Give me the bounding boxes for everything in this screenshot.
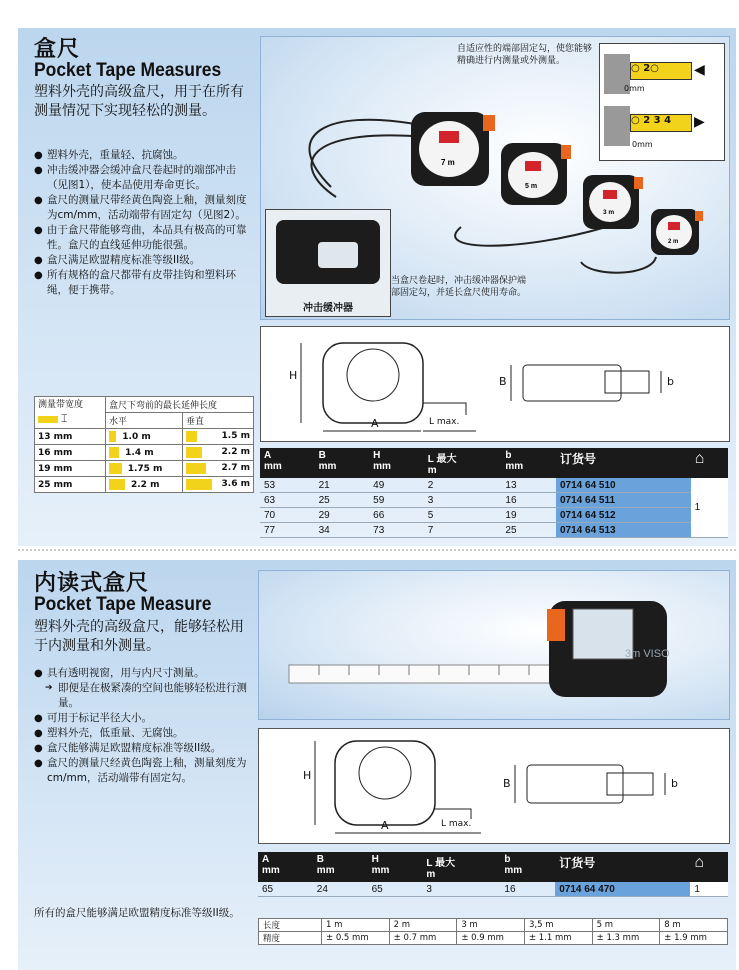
ext-vertical-value: 2.2 m xyxy=(221,447,250,457)
ext-width: 13 mm xyxy=(38,431,73,442)
package-icon: ⌂ xyxy=(694,450,705,467)
ext-width-cell xyxy=(35,461,106,477)
feature-item: ● 塑料外壳，重量轻、抗腐蚀。 xyxy=(34,148,248,163)
column-header-unit: m xyxy=(426,869,436,880)
table-cell: 73 xyxy=(369,523,424,538)
ext-horizontal-cell xyxy=(106,461,183,477)
ext-vertical-bar xyxy=(186,431,197,442)
acc-tolerance: ± 0.9 mm xyxy=(457,932,525,945)
tape-label-7m: 7 m xyxy=(441,158,455,167)
arrow-left-icon: ◀ xyxy=(694,62,705,78)
pack-header xyxy=(690,852,728,882)
order-number[interactable]: 0714 64 470 xyxy=(555,882,690,897)
table-cell: 5 xyxy=(424,508,502,523)
column-header xyxy=(424,448,502,478)
pack-quantity: 1 xyxy=(690,882,728,897)
order-number[interactable]: 0714 64 513 xyxy=(556,523,691,538)
table-row xyxy=(260,478,728,493)
column-header-label: A xyxy=(264,450,272,461)
ext-vertical-value: 3.6 m xyxy=(221,479,250,489)
ext-horizontal-value: 1.0 m xyxy=(122,432,151,442)
column-header xyxy=(315,448,370,478)
ext-horizontal-bar xyxy=(109,431,116,442)
column-header-unit: mm xyxy=(371,865,390,876)
viso-label: 3m VISO xyxy=(625,648,670,660)
ext-vertical-cell xyxy=(183,429,254,445)
acc-length: 1 m xyxy=(322,919,390,932)
table-cell: 2 xyxy=(424,478,502,493)
column-header xyxy=(369,448,424,478)
table-row xyxy=(258,882,728,897)
ext-row xyxy=(35,429,254,445)
feature-item: ● 盒尺的测量尺经黄色陶瓷上釉，测量刻度为cm/mm，活动端带有固定勾。 xyxy=(34,756,248,786)
ext-width: 19 mm xyxy=(38,463,73,474)
tape-label-2m: 2 m xyxy=(668,239,679,245)
ext-vertical-cell xyxy=(183,477,254,493)
ext-width-cell xyxy=(35,477,106,493)
acc-length-label: 长度 xyxy=(259,919,322,932)
dim2-label-a: A xyxy=(381,819,389,832)
column-header-label: H xyxy=(373,450,381,461)
column-header-label: 订货号 xyxy=(559,856,596,870)
dim-label-h: H xyxy=(289,369,298,382)
dim2-label-lmax: L max. xyxy=(441,819,472,829)
ext-horizontal-cell xyxy=(106,477,183,493)
ext-vertical-bar xyxy=(186,447,202,458)
column-header-label: L 最大 xyxy=(426,858,456,869)
ext-width-cell xyxy=(35,445,106,461)
table-cell: 24 xyxy=(313,882,368,897)
column-header-label: H xyxy=(371,854,379,865)
table-cell: 63 xyxy=(260,493,315,508)
column-header-label: 订货号 xyxy=(559,452,596,466)
column-header xyxy=(313,852,368,882)
ext-vertical-cell xyxy=(183,445,254,461)
table-cell: 59 xyxy=(369,493,424,508)
dim-label-lmax: L max. xyxy=(429,417,460,427)
hook-readout-1: 0mm xyxy=(624,84,645,93)
arrow-right-icon: ▶ xyxy=(694,114,705,130)
spec-table-1 xyxy=(260,448,728,538)
feature-item: ● 盒尺能够满足欧盟精度标准等级II级。 xyxy=(34,741,248,756)
ext-vertical-value: 1.5 m xyxy=(221,431,250,441)
section2-title-zh: 内读式盒尺 xyxy=(34,571,150,596)
section-divider xyxy=(18,549,736,557)
feature-item: ● 可用于标记半径大小。 xyxy=(34,711,248,726)
column-header-unit: mm xyxy=(264,461,282,472)
hook-readout-2: 0mm xyxy=(632,140,653,149)
spec-table-2 xyxy=(258,852,728,897)
ext-width-header: 测量带宽度 xyxy=(38,400,84,410)
viso-tape-photo xyxy=(258,570,730,720)
tape-measure-7m xyxy=(411,112,495,186)
column-header-unit: mm xyxy=(262,865,280,876)
table-cell: 53 xyxy=(260,478,315,493)
tape-label-3m: 3 m xyxy=(603,209,615,216)
ext-row xyxy=(35,477,254,493)
order-number[interactable]: 0714 64 510 xyxy=(556,478,691,493)
section1-title-en: Pocket Tape Measures xyxy=(34,60,222,81)
extension-length-table xyxy=(34,396,254,493)
section2-feature-list xyxy=(34,666,248,786)
feature-item: ● 具有透明视窗，用与内尺寸测量。 xyxy=(34,666,248,681)
column-header-label: A xyxy=(262,854,270,865)
dim2-label-b-upper: B xyxy=(503,777,511,790)
acc-length: 2 m xyxy=(389,919,457,932)
column-header xyxy=(501,448,556,478)
ext-row xyxy=(35,445,254,461)
ext-horizontal-value: 1.75 m xyxy=(127,464,163,474)
accuracy-footnote: 所有的盒尺能够满足欧盟精度标准等级II级。 xyxy=(34,907,240,919)
ext-horizontal-value: 2.2 m xyxy=(131,480,160,490)
table-cell: 65 xyxy=(368,882,423,897)
table-cell: 25 xyxy=(315,493,370,508)
acc-accuracy-label: 精度 xyxy=(259,932,322,945)
feature-item: ● 由于盒尺带能够弯曲，本品具有极高的可靠性。盒尺的直线延伸功能很强。 xyxy=(34,223,248,253)
column-header-unit: mm xyxy=(318,461,337,472)
acc-tolerance: ± 1.1 mm xyxy=(524,932,592,945)
acc-tolerance: ± 0.5 mm xyxy=(322,932,390,945)
ext-vertical-value: 2.7 m xyxy=(221,463,250,473)
column-header-label: L 最大 xyxy=(427,454,457,465)
acc-length: 3 m xyxy=(457,919,525,932)
tape-measures-photo xyxy=(260,36,730,320)
tape-measure-3m xyxy=(583,175,643,229)
section1-title-zh: 盒尺 xyxy=(34,37,81,62)
table-row xyxy=(260,508,728,523)
feature-item: ➔ 即便是在极紧凑的空间也能够轻松进行测量。 xyxy=(34,681,248,711)
column-header-unit: mm xyxy=(373,461,391,472)
ext-horizontal-header: 水平 xyxy=(106,413,183,429)
ext-vertical-bar xyxy=(186,463,206,474)
table-cell: 19 xyxy=(501,508,556,523)
tape-measure-2m xyxy=(651,209,703,255)
ext-width-cell xyxy=(35,429,106,445)
pack-quantity: 1 xyxy=(691,478,728,538)
feature-item: ● 冲击缓冲器会缓冲盒尺卷起时的端部冲击（见图1），使本品使用寿命更长。 xyxy=(34,163,248,193)
order-number[interactable]: 0714 64 512 xyxy=(556,508,691,523)
dim-label-b-lower: b xyxy=(667,375,674,388)
ext-vertical-cell xyxy=(183,461,254,477)
column-header-unit: mm xyxy=(505,461,524,472)
shock-absorber-inset xyxy=(265,209,391,317)
tape-label-5m: 5 m xyxy=(525,183,538,190)
ext-horizontal-cell xyxy=(106,429,183,445)
column-header xyxy=(422,852,500,882)
section2-lead: 塑料外壳的高级盒尺，能够轻松用于内测量和外测量。 xyxy=(34,619,244,654)
acc-length: 5 m xyxy=(592,919,660,932)
table-row xyxy=(260,493,728,508)
hook-detail-inset: ○ 2○ ◀ 0mm ○ 2 3 4 ▶ 0mm xyxy=(599,43,725,161)
table-cell: 25 xyxy=(501,523,556,538)
feature-item: ● 塑料外壳，低重量、无腐蚀。 xyxy=(34,726,248,741)
column-header-label: B xyxy=(318,450,326,461)
section-inner-reading-tape xyxy=(18,560,736,970)
package-icon: ⌂ xyxy=(694,854,705,871)
table-cell: 13 xyxy=(501,478,556,493)
dim2-label-h: H xyxy=(303,769,312,782)
column-header-label: B xyxy=(316,854,325,865)
dim2-label-b-lower: b xyxy=(671,777,678,790)
ext-vertical-header: 垂直 xyxy=(183,413,254,429)
ext-horizontal-value: 1.4 m xyxy=(125,448,154,458)
pack-header xyxy=(691,448,728,478)
column-header xyxy=(555,852,690,882)
order-number[interactable]: 0714 64 511 xyxy=(556,493,691,508)
table-cell: 16 xyxy=(500,882,555,897)
ext-row xyxy=(35,461,254,477)
ext-horizontal-bar xyxy=(109,479,125,490)
accuracy-table xyxy=(258,918,728,945)
table-cell: 7 xyxy=(424,523,502,538)
column-header-unit: mm xyxy=(316,865,335,876)
feature-item: ● 所有规格的盒尺都带有皮带挂钩和塑料环绳，便于携带。 xyxy=(34,268,248,298)
section2-title-en: Pocket Tape Measure xyxy=(34,594,212,615)
acc-tolerance: ± 1.9 mm xyxy=(660,932,728,945)
section-pocket-tape-measures xyxy=(18,28,736,546)
column-header-label: b xyxy=(504,854,511,865)
section1-lead: 塑料外壳的高级盒尺，用于在所有测量情况下实现轻松的测量。 xyxy=(34,84,244,119)
table-cell: 16 xyxy=(501,493,556,508)
table-row xyxy=(260,523,728,538)
ruler-icon: ⌶ xyxy=(38,412,102,426)
table-cell: 21 xyxy=(315,478,370,493)
column-header xyxy=(500,852,555,882)
note-absorber: 当盒尺卷起时，冲击缓冲器保护端部固定勾，并延长盒尺使用寿命。 xyxy=(391,276,527,298)
table-cell: 34 xyxy=(315,523,370,538)
acc-tolerance: ± 0.7 mm xyxy=(389,932,457,945)
ext-vertical-bar xyxy=(186,479,212,490)
ext-horizontal-cell xyxy=(106,445,183,461)
table-cell: 66 xyxy=(369,508,424,523)
column-header-unit: mm xyxy=(504,865,523,876)
dim-label-b-upper: B xyxy=(499,375,507,388)
tape-measure-5m xyxy=(501,143,571,205)
dim-label-a: A xyxy=(371,417,379,430)
feature-item: ● 盒尺的测量尺带经黄色陶瓷上釉，测量刻度为cm/mm，活动端带有固定勾（见图2）。 xyxy=(34,193,248,223)
column-header xyxy=(556,448,691,478)
table-cell: 49 xyxy=(369,478,424,493)
acc-length: 8 m xyxy=(660,919,728,932)
ext-length-header: 盒尺下弯前的最长延伸长度 xyxy=(106,397,254,413)
inset-label: 冲击缓冲器 xyxy=(303,303,353,314)
table-cell: 70 xyxy=(260,508,315,523)
table-cell: 77 xyxy=(260,523,315,538)
dimension-drawing-2 xyxy=(258,728,730,844)
ext-horizontal-bar xyxy=(109,447,119,458)
table-cell: 65 xyxy=(258,882,313,897)
dimension-drawing xyxy=(260,326,730,442)
column-header xyxy=(260,448,315,478)
column-header xyxy=(258,852,313,882)
feature-item: ● 盒尺满足欧盟精度标准等级II级。 xyxy=(34,253,248,268)
column-header-label: b xyxy=(505,450,512,461)
acc-length: 3,5 m xyxy=(524,919,592,932)
ext-width-header-cell xyxy=(35,397,106,429)
ext-width: 16 mm xyxy=(38,447,73,458)
column-header-unit: m xyxy=(427,465,437,476)
acc-tolerance: ± 1.3 mm xyxy=(592,932,660,945)
table-cell: 29 xyxy=(315,508,370,523)
section1-feature-list xyxy=(34,148,248,298)
table-cell: 3 xyxy=(424,493,502,508)
ext-width: 25 mm xyxy=(38,479,73,490)
ext-horizontal-bar xyxy=(109,463,122,474)
table-cell: 3 xyxy=(422,882,500,897)
note-hook: 自适应性的端部固定勾，使您能够精确进行内测量或外测量。 xyxy=(457,44,593,66)
column-header xyxy=(368,852,423,882)
